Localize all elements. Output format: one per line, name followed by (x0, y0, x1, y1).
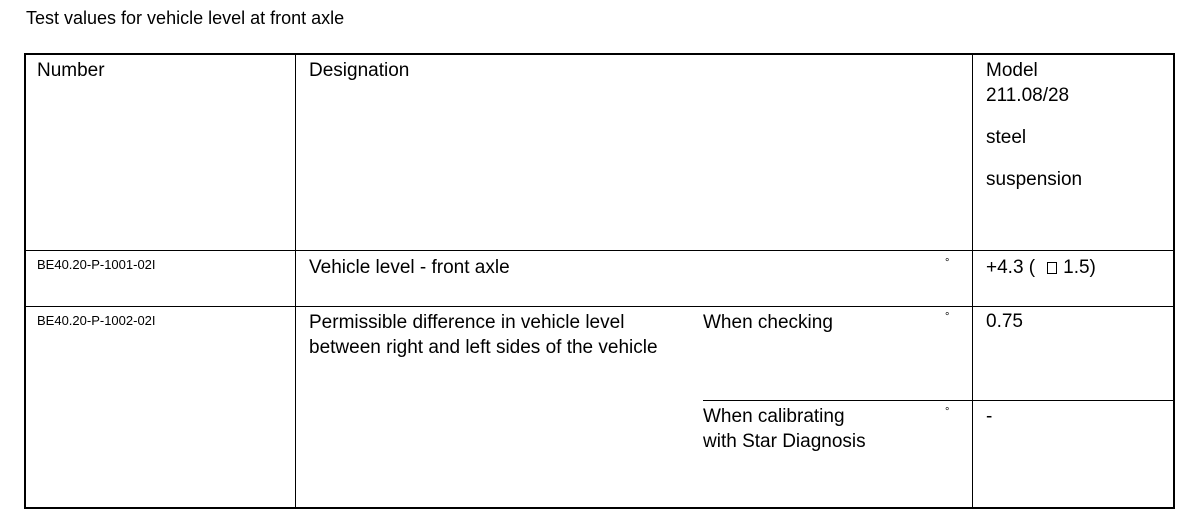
column-divider (295, 55, 296, 507)
degree-unit: ° (945, 311, 950, 323)
header-model-label: Model (986, 60, 1038, 81)
value-prefix: +4.3 ( (986, 257, 1036, 278)
plus-minus-symbol (1047, 262, 1057, 274)
sub-row-divider (703, 400, 1173, 401)
row-value: 0.75 (986, 311, 1023, 332)
header-model (986, 58, 1166, 192)
row-condition: When checking (703, 312, 833, 333)
row-divider (26, 306, 1173, 307)
row-value (986, 255, 1096, 280)
row-value: - (986, 406, 993, 427)
column-divider (972, 55, 973, 507)
test-values-table (24, 53, 1175, 509)
row-number: BE40.20-P-1001-02I (37, 257, 156, 272)
header-model-code: 211.08/28 (986, 85, 1070, 106)
degree-unit: ° (945, 406, 950, 418)
degree-unit: ° (945, 257, 950, 269)
header-number: Number (37, 60, 105, 81)
header-model-steel: steel (986, 127, 1027, 148)
header-designation: Designation (309, 60, 410, 81)
page-title: Test values for vehicle level at front axle (26, 8, 345, 28)
header-model-suspension: suspension (986, 169, 1083, 190)
row-designation: Permissible difference in vehicle level between right and left sides of the vehicle (309, 312, 658, 358)
row-condition: When calibrating with Star Diagnosis (703, 406, 866, 452)
value-suffix: 1.5) (1063, 257, 1096, 278)
row-divider (26, 250, 1173, 251)
row-number: BE40.20-P-1002-02I (37, 313, 156, 328)
row-designation: Vehicle level - front axle (309, 257, 510, 278)
